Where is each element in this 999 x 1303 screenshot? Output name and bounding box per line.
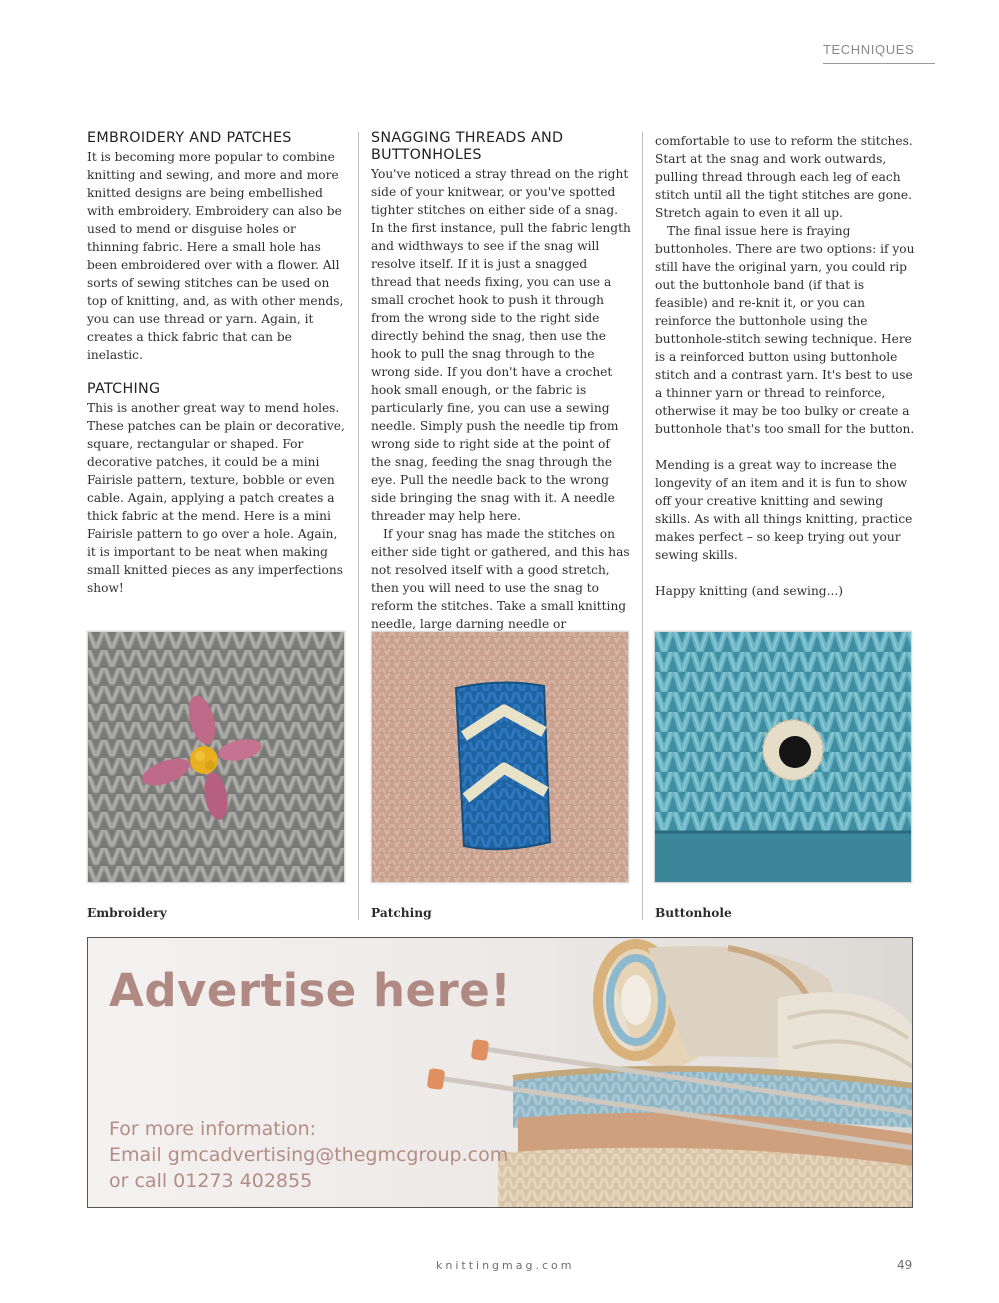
column-3	[655, 132, 915, 600]
column-divider	[358, 132, 359, 920]
footer-website: knittingmag.com	[436, 1259, 575, 1272]
paragraph: comfortable to use to reform the stitches. Start at the snag and work outwards, pulling thread through each leg of each stitch until all the tight stitches are gone. Stretch again to even it all up.	[655, 134, 913, 220]
advertisement-box	[87, 937, 913, 1208]
heading-patching: PATCHING	[87, 381, 161, 397]
section-tag: TECHNIQUES	[823, 42, 935, 64]
column-2	[371, 130, 631, 651]
paragraph-signoff: Happy knitting (and sewing...)	[655, 584, 843, 598]
embroidery-photo	[87, 631, 345, 883]
paragraph: Mending is a great way to increase the longevity of an item and it is fun to show off your creative knitting and sewing skills. As with all things knitting, practice makes perfect – so keep trying out your sewing skills.	[655, 458, 913, 562]
ad-contact-info	[109, 1116, 508, 1194]
heading-snagging: SNAGGING THREADS AND BUTTONHOLES	[371, 130, 564, 163]
ad-phone: or call 01273 402855	[109, 1170, 313, 1192]
buttonhole-photo	[654, 631, 912, 883]
paragraph: This is another great way to mend holes. These patches can be plain or decorative, square, rectangular or shaped. For decorative patches, it could be a mini Fairisle pattern, texture, bobble or even cable. Again, applying a patch creates a thick fabric at the mend. Here is a mini Fairisle pattern to go over a hole. Again, it is important to be neat when making small knitted pieces as any imperfections show!	[87, 401, 345, 595]
column-divider	[642, 132, 643, 920]
column-1	[87, 130, 347, 597]
ad-email[interactable]: Email gmcadvertising@thegmcgroup.com	[109, 1144, 509, 1166]
paragraph: It is becoming more popular to combine knitting and sewing, and more and more knitted designs are being embellished with embroidery. Embroidery can also be used to mend or disguise holes or thinning fabric. Here a small hole has been embroidered over with a flower. All sorts of sewing stitches can be used on top of knitting, and, as with other mends, you can use thread or yarn. Again, it creates a thick fabric that can be inelastic.	[87, 150, 344, 362]
paragraph: You've noticed a stray thread on the right side of your knitwear, or you've spotted tighter stitches on either side of a snag. In the first instance, pull the fabric length and widthways to see if the snag will resolve itself. If it is just a snagged thread that needs fixing, you can use a small crochet hook to push it through from the wrong side to the right side directly behind the snag, then use the hook to pull the snag through to the wrong side. If you don't have a crochet hook small enough, or the fabric is particularly fine, you can use a sewing needle. Simply push the needle tip from wrong side to right side at the point of the snag, feeding the snag through the eye. Pull the needle back to the wrong side bringing the snag with it. A needle threader may help here.	[371, 167, 631, 523]
patching-photo	[371, 631, 629, 883]
photo-caption: Patching	[371, 906, 432, 920]
page-number: 49	[897, 1258, 913, 1272]
paragraph: If your snag has made the stitches on either side tight or gathered, and this has not resolved itself with a good stretch, then you will need to use the snag to reform the stitches. Take a small knitting needle, large darning needle or	[371, 527, 630, 631]
heading-embroidery: EMBROIDERY AND PATCHES	[87, 130, 292, 146]
paragraph: The final issue here is fraying buttonholes. There are two options: if you still have the original yarn, you could rip out the buttonhole band (if that is feasible) and re-knit it, or you can reinforce the buttonhole using the buttonhole-stitch sewing technique. Here is a reinforced button using buttonhole stitch and a contrast yarn. It's best to use a thinner yarn or thread to reinforce, otherwise it may be too bulky or create a buttonhole that's too small for the button.	[655, 224, 915, 436]
ad-info-line: For more information:	[109, 1118, 317, 1140]
photo-caption: Embroidery	[87, 906, 167, 920]
ad-title: Advertise here!	[109, 964, 512, 1017]
photo-caption: Buttonhole	[655, 906, 732, 920]
